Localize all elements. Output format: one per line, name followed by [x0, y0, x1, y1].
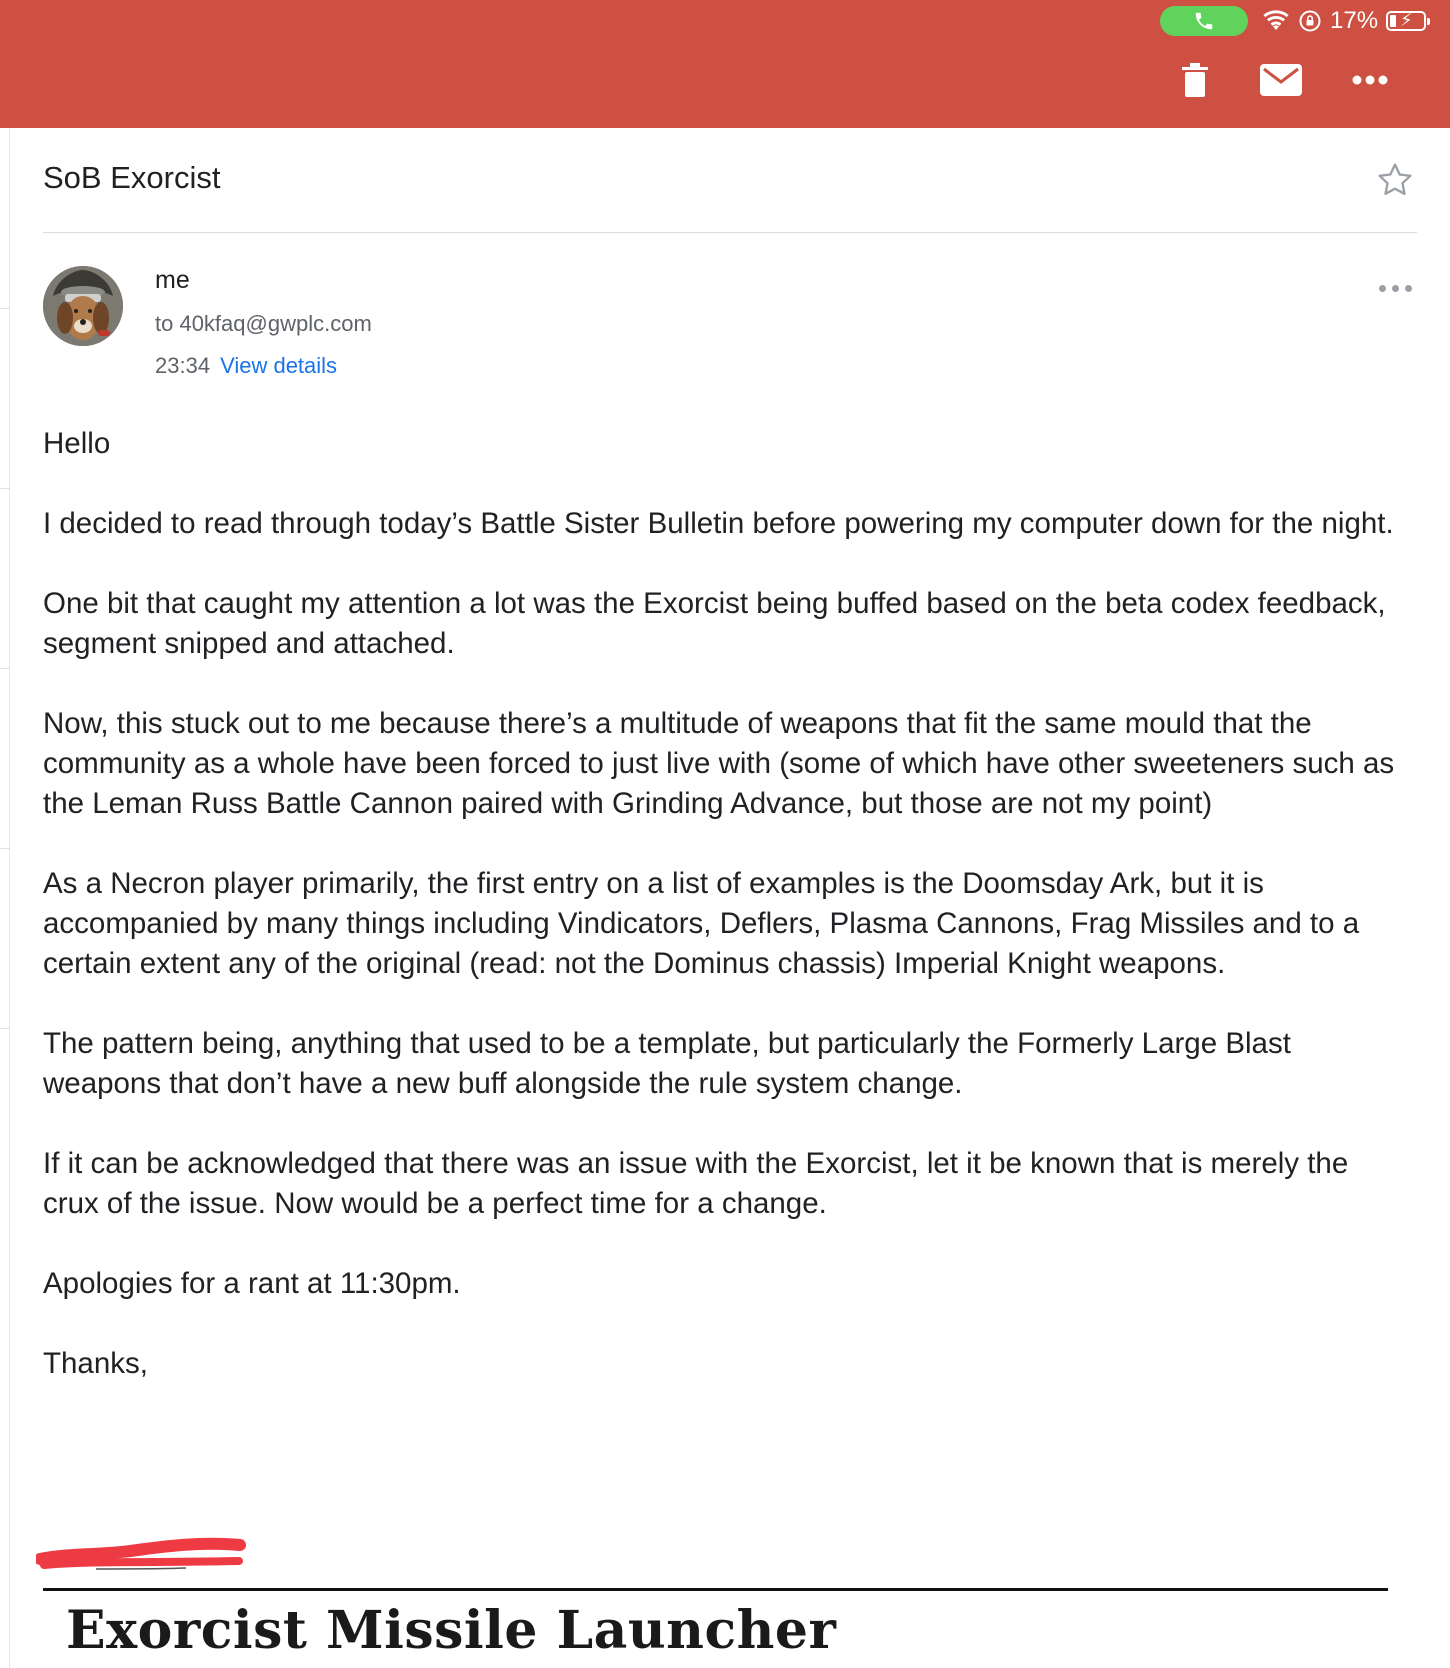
active-call-indicator[interactable] [1160, 6, 1248, 36]
star-icon [1375, 160, 1415, 200]
wifi-icon [1262, 10, 1290, 32]
body-paragraph: As a Necron player primarily, the first entry on a list of examples is the Doomsday Ark, but it is accompanied by many things including Vindicators, Deflers, Plasma Cannons, Frag Missiles and to a certain extent any of the original (read: not the Dominus chassis) Imperial Knight weapons. [43, 867, 1360, 980]
email-subject: SoB Exorcist [43, 160, 221, 195]
orientation-lock-icon [1298, 9, 1322, 33]
message-time: 23:34 [155, 353, 211, 378]
split-view-edge [0, 128, 10, 1668]
more-options-button[interactable] [1352, 75, 1388, 85]
more-dot-icon [1405, 285, 1412, 292]
message-meta [155, 353, 337, 379]
view-details-link[interactable]: View details [220, 353, 338, 378]
trash-icon [1180, 62, 1210, 98]
sender-avatar[interactable] [43, 266, 123, 346]
message-actions [1180, 62, 1388, 98]
more-dot-icon [1379, 285, 1386, 292]
status-icons [1262, 6, 1426, 36]
body-paragraph: If it can be acknowledged that there was an issue with the Exorcist, let it be known that is merely the crux of the issue. Now would be a perfect time for a change. [43, 1147, 1349, 1220]
star-button[interactable] [1375, 160, 1415, 200]
body-paragraph: One bit that caught my attention a lot was the Exorcist being buffed based on the beta codex feedback, segment snipped and attached. [43, 587, 1386, 660]
message-more-button[interactable] [1375, 276, 1415, 300]
email-body [43, 424, 1403, 1384]
delete-button[interactable] [1180, 62, 1210, 98]
battery-percent: 17% [1330, 7, 1379, 34]
body-paragraph: The pattern being, anything that used to be a template, but particularly the Formerly Large Blast weapons that don’t have a new buff alongside the rule system change. [43, 1027, 1291, 1100]
top-toolbar [0, 0, 1450, 128]
mail-icon [1260, 64, 1302, 96]
body-paragraph: Hello [43, 427, 111, 460]
phone-icon [1193, 10, 1215, 32]
subject-divider [43, 232, 1417, 233]
body-paragraph: Now, this stuck out to me because there’s a multitude of weapons that fit the same mould that the community as a whole have been forced to just live with (some of which have other sweeteners such as the Leman Russ Battle Cannon paired with Grinding Advance, but those are not my point) [43, 707, 1395, 820]
mark-unread-button[interactable] [1260, 64, 1302, 96]
body-paragraph: I decided to read through today’s Battle Sister Bulletin before powering my computer down for the night. [43, 507, 1394, 540]
sender-name: me [155, 266, 190, 294]
more-dot-icon [1392, 285, 1399, 292]
more-icon [1352, 75, 1388, 85]
attachment-separator [43, 1588, 1388, 1591]
body-paragraph: Thanks, [43, 1347, 148, 1380]
redacted-signature [36, 1535, 246, 1575]
dog-avatar-icon [43, 266, 123, 346]
attachment-heading: Exorcist Missile Launcher [66, 1600, 837, 1661]
body-paragraph: Apologies for a rant at 11:30pm. [43, 1267, 461, 1300]
recipient-address: to 40kfaq@gwplc.com [155, 311, 372, 336]
battery-charging-icon: ⚡ [1386, 11, 1426, 31]
